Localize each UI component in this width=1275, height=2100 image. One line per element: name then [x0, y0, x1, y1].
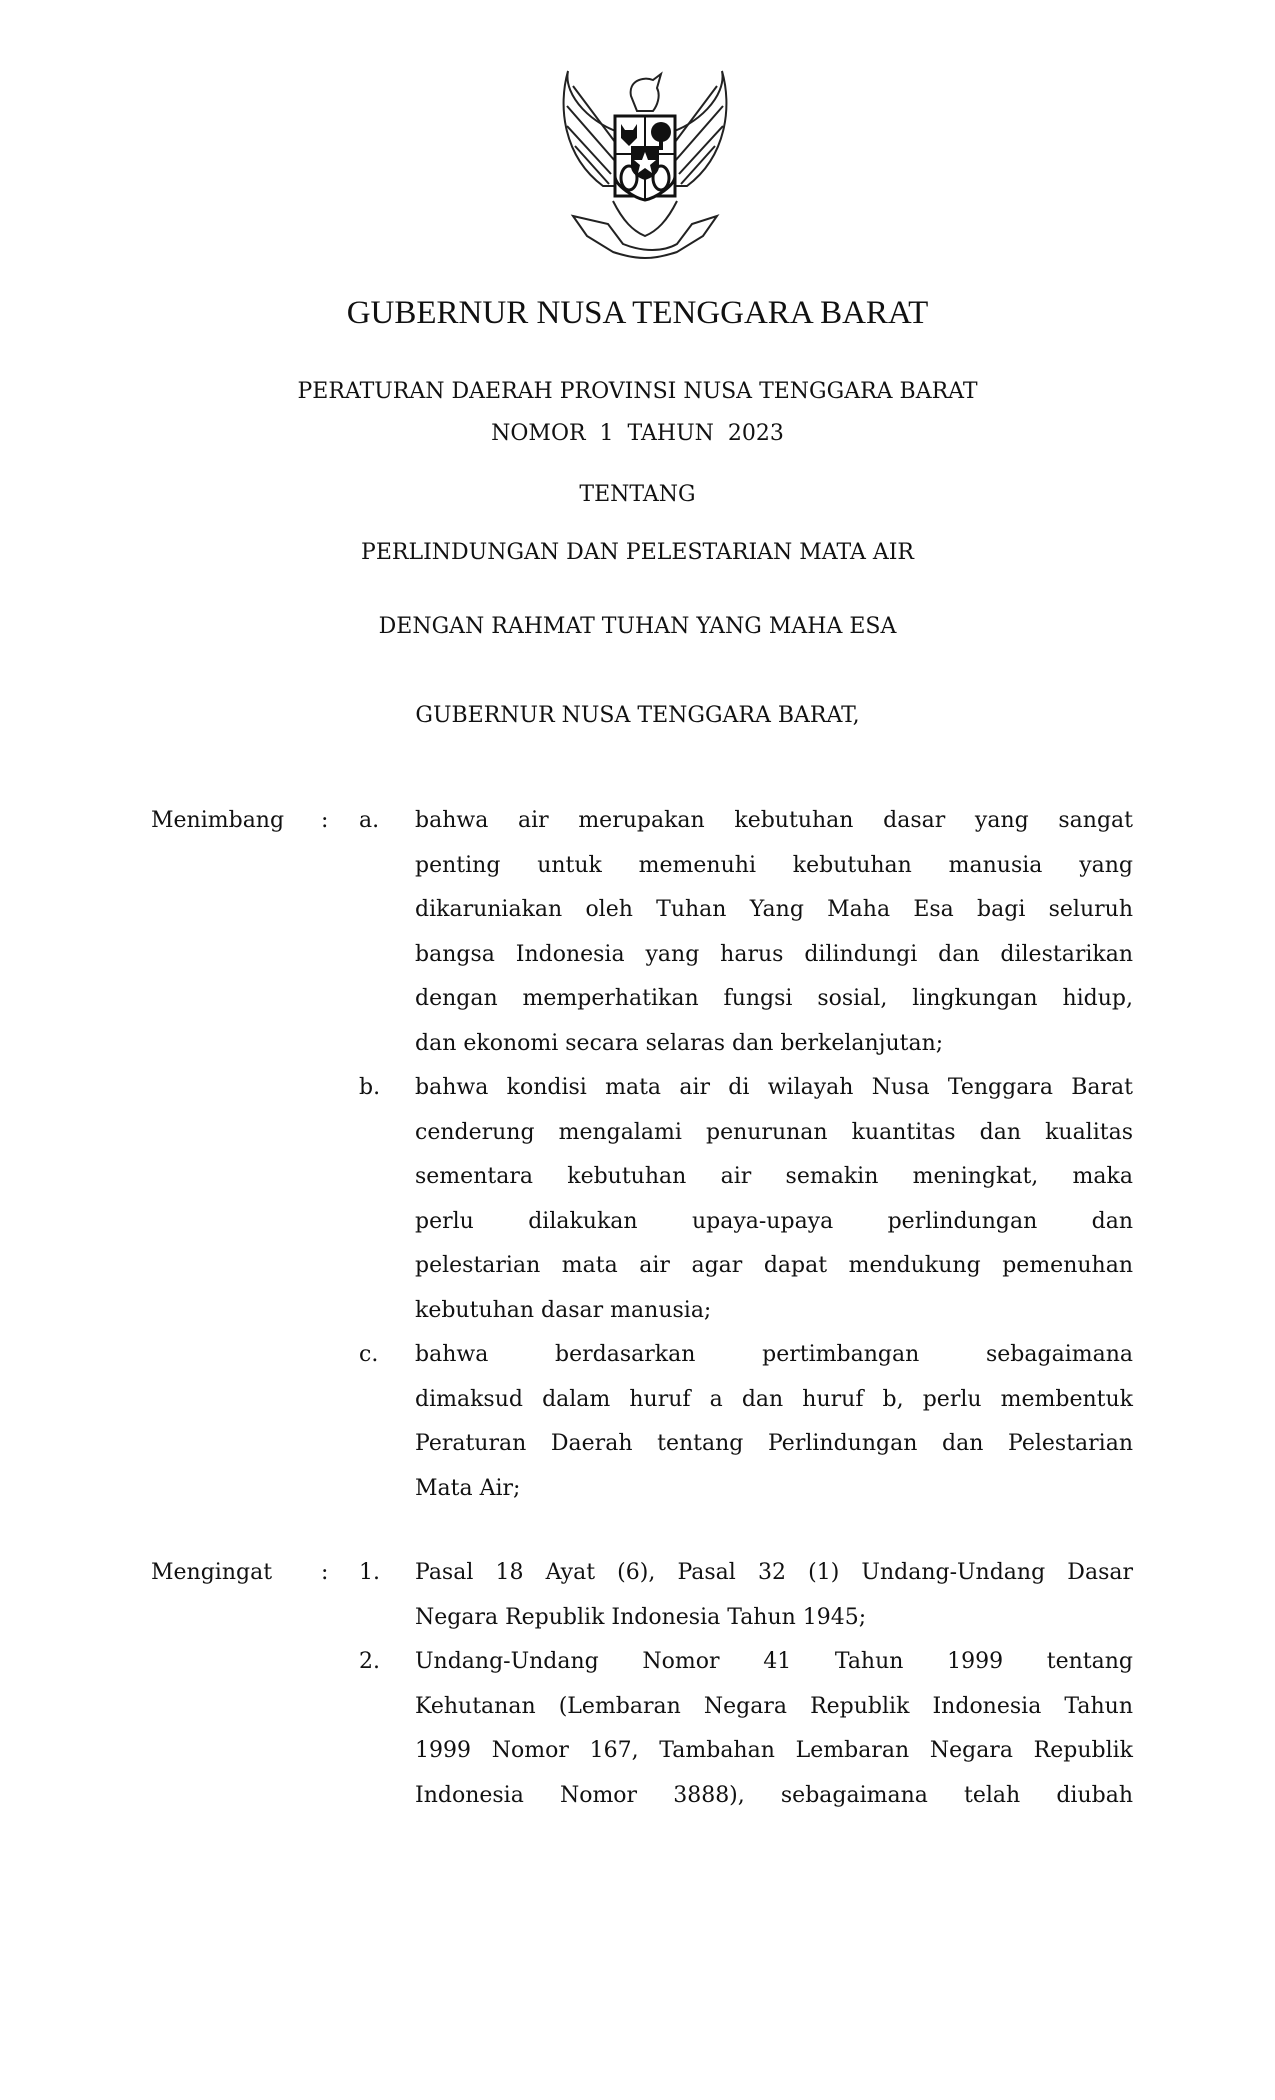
regulation-subject: PERLINDUNGAN DAN PELESTARIAN MATA AIR: [361, 540, 914, 565]
clause-text: [415, 799, 1133, 1066]
clause-text: [415, 1640, 1133, 1818]
text-line: bahwa kondisi mata air di wilayah Nusa Tenggara Barat: [415, 1075, 1133, 1100]
clause-item: [0, 1551, 1275, 1640]
clause-marker: 1.: [359, 1560, 380, 1585]
clause-item: [0, 1333, 1275, 1511]
clause-text: [415, 1551, 1133, 1640]
text-line: dikaruniakan oleh Tuhan Yang Maha Esa bagi seluruh: [415, 897, 1133, 922]
garuda-emblem: [553, 66, 737, 264]
regulation-title: PERATURAN DAERAH PROVINSI NUSA TENGGARA BARAT: [297, 379, 978, 404]
text-line: Indonesia Nomor 3888), sebagaimana telah diubah: [415, 1782, 1133, 1808]
about-heading: TENTANG: [579, 482, 696, 507]
text-line: dengan memperhatikan fungsi sosial, lingkungan hidup,: [415, 986, 1133, 1011]
clause-text: [415, 1333, 1133, 1511]
section-colon: :: [321, 808, 329, 833]
section-menimbang: [0, 799, 1275, 1511]
clause-text: [415, 1066, 1133, 1333]
text-line: pelestarian mata air agar dapat mendukung pemenuhan: [415, 1253, 1133, 1278]
text-line: Kehutanan (Lembaran Negara Republik Indonesia Tahun: [415, 1693, 1133, 1719]
text-line: 1999 Nomor 167, Tambahan Lembaran Negara Republik: [415, 1738, 1133, 1763]
issuer-line: GUBERNUR NUSA TENGGARA BARAT,: [415, 703, 860, 728]
clause-marker: a.: [359, 808, 380, 833]
text-line: cenderung mengalami penurunan kuantitas dan kualitas: [415, 1119, 1133, 1145]
text-line: Undang-Undang Nomor 41 Tahun 1999 tentang: [415, 1649, 1133, 1674]
clause-item: [0, 799, 1275, 1066]
section-label: Mengingat: [151, 1560, 273, 1585]
clause-item: [0, 1066, 1275, 1333]
section-mengingat: [0, 1551, 1275, 1818]
text-line: Negara Republik Indonesia Tahun 1945;: [415, 1604, 867, 1630]
text-line: dimaksud dalam huruf a dan huruf b, perlu membentuk: [415, 1386, 1133, 1412]
governor-title: GUBERNUR NUSA TENGGARA BARAT: [346, 295, 929, 331]
text-line: bahwa berdasarkan pertimbangan sebagaimana: [415, 1342, 1133, 1367]
text-line: Peraturan Daerah tentang Perlindungan dan Pelestarian: [415, 1431, 1133, 1456]
text-line: sementara kebutuhan air semakin meningkat, maka: [415, 1164, 1133, 1189]
text-line: Pasal 18 Ayat (6), Pasal 32 (1) Undang-Undang Dasar: [415, 1560, 1133, 1585]
blessing-line: DENGAN RAHMAT TUHAN YANG MAHA ESA: [378, 614, 897, 639]
section-label: Menimbang: [151, 808, 285, 833]
clause-item: [0, 1640, 1275, 1818]
regulation-number: NOMOR 1 TAHUN 2023: [491, 421, 784, 446]
text-line: penting untuk memenuhi kebutuhan manusia yang: [415, 852, 1133, 878]
text-line: bangsa Indonesia yang harus dilindungi dan dilestarikan: [415, 941, 1133, 967]
text-line: kebutuhan dasar manusia;: [415, 1297, 712, 1323]
text-line: Mata Air;: [415, 1475, 521, 1501]
section-colon: :: [321, 1560, 329, 1585]
text-line: dan ekonomi secara selaras dan berkelanjutan;: [415, 1030, 944, 1056]
clause-marker: 2.: [359, 1649, 380, 1674]
text-line: bahwa air merupakan kebutuhan dasar yang sangat: [415, 808, 1133, 833]
text-line: perlu dilakukan upaya-upaya perlindungan dan: [415, 1208, 1133, 1234]
clause-marker: b.: [359, 1075, 381, 1100]
clause-marker: c.: [359, 1342, 379, 1367]
